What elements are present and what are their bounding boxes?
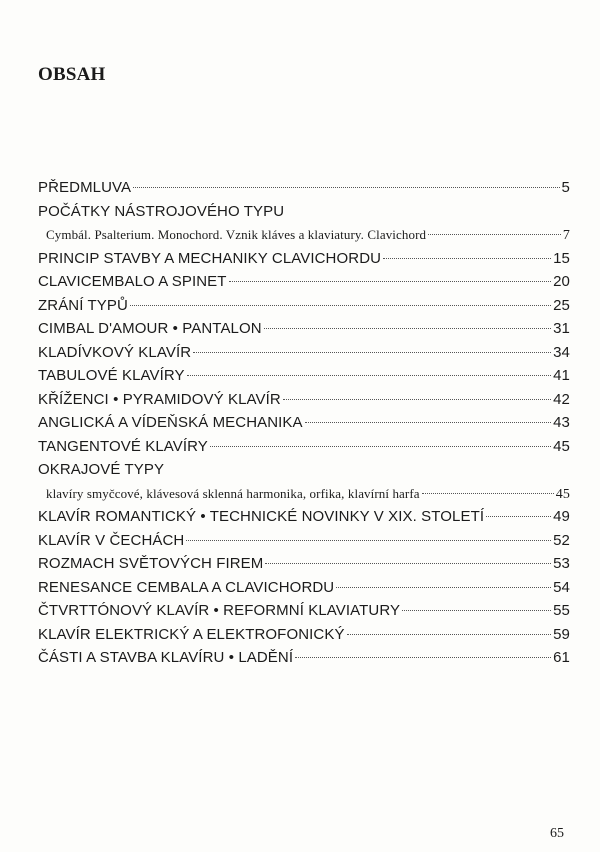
dot-leader <box>402 610 551 611</box>
dot-leader <box>210 446 551 447</box>
dot-leader <box>428 234 561 235</box>
toc-entry <box>38 505 570 529</box>
dot-leader <box>347 634 552 635</box>
dot-leader <box>336 587 551 588</box>
toc-entry <box>38 552 570 576</box>
toc-entry-title: RENESANCE CEMBALA A CLAVICHORDU <box>38 578 335 596</box>
toc-entry-page: 34 <box>553 343 570 361</box>
toc-entry-title: OKRAJOVÉ TYPY <box>38 461 165 478</box>
toc-entry-page: 54 <box>553 578 570 596</box>
toc-entry-title: ČÁSTI A STAVBA KLAVÍRU • LADĚNÍ <box>38 649 294 666</box>
toc-entry-page: 52 <box>553 531 570 549</box>
toc-entry <box>38 646 570 670</box>
toc-entry <box>38 364 570 388</box>
toc-entry <box>38 176 570 200</box>
toc-entry-title: CLAVICEMBALO A SPINET <box>38 273 227 290</box>
dot-leader <box>305 422 551 423</box>
toc-entry-title: ČTVRTTÓNOVÝ KLAVÍR • REFORMNÍ KLAVIATURY <box>38 602 401 619</box>
toc-entry <box>38 576 570 600</box>
dot-leader <box>130 305 551 306</box>
toc-entry-title: ANGLICKÁ A VÍDEŇSKÁ MECHANIKA <box>38 414 303 431</box>
dot-leader <box>193 352 551 353</box>
toc-entry-page: 25 <box>553 296 570 314</box>
toc-entry-page: 55 <box>553 602 570 619</box>
toc-entry <box>38 200 570 224</box>
toc-entry <box>38 247 570 271</box>
toc-entry <box>38 623 570 647</box>
toc-entry-title: TABULOVÉ KLAVÍRY <box>38 367 185 384</box>
toc-entry <box>38 411 570 435</box>
toc-entry-page: 15 <box>553 249 570 267</box>
toc-entry-page: 61 <box>553 649 570 666</box>
toc-entry-title: PRINCIP STAVBY A MECHANIKY CLAVICHORDU <box>38 249 382 267</box>
toc-entry-title: TANGENTOVÉ KLAVÍRY <box>38 437 208 455</box>
toc-entry-page: 45 <box>555 486 570 502</box>
dot-leader <box>383 258 551 259</box>
toc-entry-page: 20 <box>553 273 570 290</box>
toc-entry-page: 7 <box>562 228 570 243</box>
toc-entry-page: 45 <box>553 437 570 455</box>
toc-subentry <box>38 482 570 506</box>
toc-entry <box>38 458 570 482</box>
toc-entry-title: ZRÁNÍ TYPŮ <box>38 296 128 314</box>
toc-entry-title: klavíry smyčcové, klávesová sklenná harmonika, orfika, klavírní harfa <box>46 485 420 501</box>
dot-leader <box>186 540 551 541</box>
toc-entry-title: ROZMACH SVĚTOVÝCH FIREM <box>38 555 264 572</box>
toc-entry-page: 43 <box>553 414 570 431</box>
dot-leader <box>422 493 554 494</box>
toc-entry-title: PŘEDMLUVA <box>38 179 132 196</box>
page-title: OBSAH <box>38 64 106 85</box>
toc-entry-title: KLAVÍR ELEKTRICKÝ A ELEKTROFONICKÝ <box>38 625 345 643</box>
toc-entry <box>38 317 570 341</box>
toc-entry <box>38 294 570 318</box>
toc-entry-title: POČÁTKY NÁSTROJOVÉHO TYPU <box>38 202 285 220</box>
toc-entry-page: 5 <box>561 179 570 196</box>
toc-entry-title: KLADÍVKOVÝ KLAVÍR <box>38 343 192 361</box>
page-number: 65 <box>550 826 564 841</box>
dot-leader <box>486 516 551 517</box>
toc-subentry <box>38 223 570 247</box>
toc-entry-page: 53 <box>553 555 570 572</box>
dot-leader <box>283 399 551 400</box>
dot-leader <box>295 657 551 658</box>
toc-entry <box>38 388 570 412</box>
toc-entry-page: 59 <box>553 625 570 643</box>
dot-leader <box>265 563 551 564</box>
dot-leader <box>264 328 551 329</box>
dot-leader <box>133 187 559 188</box>
toc-entry-page: 49 <box>553 508 570 525</box>
table-of-contents <box>38 176 570 670</box>
toc-entry-title: CIMBAL D'AMOUR • PANTALON <box>38 320 262 337</box>
dot-leader <box>229 281 552 282</box>
toc-entry <box>38 529 570 553</box>
toc-entry <box>38 270 570 294</box>
toc-entry <box>38 435 570 459</box>
dot-leader <box>187 375 551 376</box>
toc-entry <box>38 341 570 365</box>
toc-entry-title: KLAVÍR ROMANTICKÝ • TECHNICKÉ NOVINKY V XIX. STOLETÍ <box>38 508 485 525</box>
toc-entry-title: Cymbál. Psalterium. Monochord. Vznik kláves a klaviatury. Clavichord <box>46 227 427 242</box>
toc-entry-page: 42 <box>553 390 570 408</box>
toc-entry-title: KŘÍŽENCI • PYRAMIDOVÝ KLAVÍR <box>38 390 281 408</box>
toc-entry-title: KLAVÍR V ČECHÁCH <box>38 531 185 549</box>
toc-entry-page: 31 <box>553 320 570 337</box>
toc-entry-page: 41 <box>553 367 570 384</box>
toc-entry <box>38 599 570 623</box>
